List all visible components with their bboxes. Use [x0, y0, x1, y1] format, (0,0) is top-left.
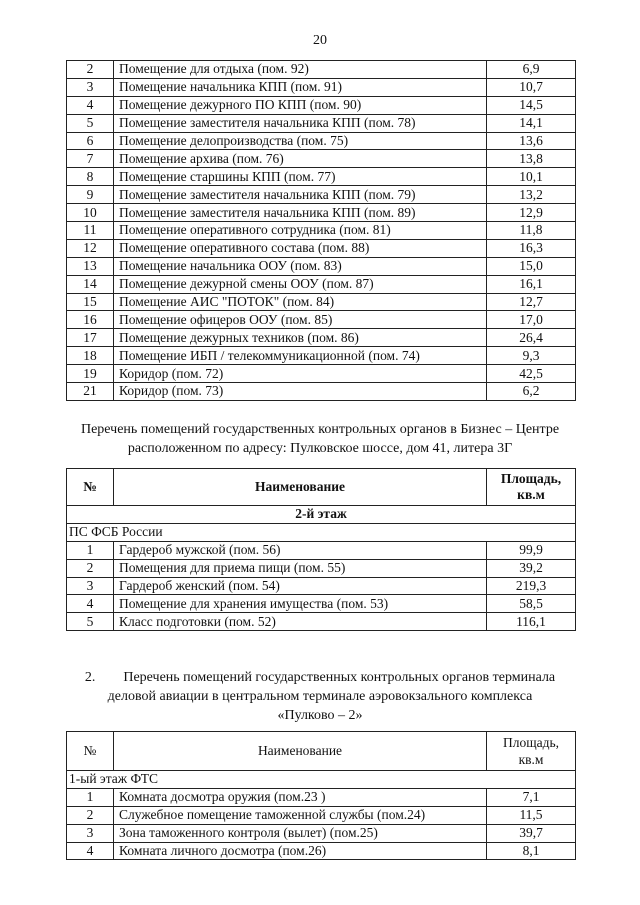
table-row	[67, 96, 576, 114]
table-row	[67, 204, 576, 222]
col-area-header	[487, 469, 576, 506]
row-area: 14,5	[487, 96, 576, 114]
row-area: 6,2	[487, 383, 576, 401]
row-number: 19	[67, 365, 114, 383]
table-row	[67, 186, 576, 204]
col-area-header-line2: кв.м	[517, 487, 545, 502]
row-name: Помещение дежурных техников (пом. 86)	[114, 329, 487, 347]
table-row	[67, 806, 576, 824]
row-number: 14	[67, 275, 114, 293]
table-row	[67, 541, 576, 559]
row-area: 10,7	[487, 78, 576, 96]
row-area: 13,2	[487, 186, 576, 204]
row-number: 10	[67, 204, 114, 222]
table-row	[67, 824, 576, 842]
row-name: Помещение заместителя начальника КПП (пом. 79)	[114, 186, 487, 204]
table-row	[67, 595, 576, 613]
row-area: 12,7	[487, 293, 576, 311]
row-name: Помещение дежурной смены ООУ (пом. 87)	[114, 275, 487, 293]
row-number: 16	[67, 311, 114, 329]
floor-label: 1-ый этаж ФТС	[67, 771, 576, 789]
row-number: 7	[67, 150, 114, 168]
section-2-line1	[0, 668, 640, 687]
row-name: Служебное помещение таможенной службы (пом.24)	[114, 806, 487, 824]
row-number: 4	[67, 595, 114, 613]
page-number: 20	[313, 33, 327, 48]
row-area: 15,0	[487, 257, 576, 275]
row-area: 12,9	[487, 204, 576, 222]
col-name-header: Наименование	[114, 469, 487, 506]
table-row	[67, 842, 576, 860]
row-area: 39,7	[487, 824, 576, 842]
row-name: Помещение старшины КПП (пом. 77)	[114, 168, 487, 186]
table-row	[67, 132, 576, 150]
table-row	[67, 78, 576, 96]
row-area: 6,9	[487, 61, 576, 79]
row-number: 4	[67, 96, 114, 114]
floor-row	[67, 506, 576, 524]
table-row	[67, 275, 576, 293]
row-number: 8	[67, 168, 114, 186]
row-number: 9	[67, 186, 114, 204]
table-row	[67, 329, 576, 347]
row-name: Помещение архива (пом. 76)	[114, 150, 487, 168]
section-heading-line1: Перечень помещений государственных контрольных органов в Бизнес – Центре	[80, 422, 560, 437]
row-area: 9,3	[487, 347, 576, 365]
row-area: 16,1	[487, 275, 576, 293]
group-row	[67, 523, 576, 541]
row-number: 2	[67, 61, 114, 79]
row-area: 39,2	[487, 559, 576, 577]
row-name: Помещение делопроизводства (пом. 75)	[114, 132, 487, 150]
section-2-heading	[0, 668, 640, 725]
row-number: 13	[67, 257, 114, 275]
table-row	[67, 311, 576, 329]
section-heading-business-center	[0, 420, 640, 458]
row-area: 10,1	[487, 168, 576, 186]
table-row	[67, 559, 576, 577]
row-number: 15	[67, 293, 114, 311]
col-num-header: №	[67, 469, 114, 506]
row-area: 13,8	[487, 150, 576, 168]
section-2-line3: «Пулково – 2»	[277, 708, 363, 723]
row-number: 12	[67, 239, 114, 257]
row-number: 4	[67, 842, 114, 860]
col-area-header-line1: Площадь,	[502, 735, 560, 750]
table-row	[67, 383, 576, 401]
row-number: 2	[67, 806, 114, 824]
table-row	[67, 222, 576, 240]
row-area: 8,1	[487, 842, 576, 860]
row-number: 18	[67, 347, 114, 365]
table-row	[67, 347, 576, 365]
row-number: 3	[67, 577, 114, 595]
row-name: Зона таможенного контроля (вылет) (пом.25)	[114, 824, 487, 842]
row-name: Помещение начальника КПП (пом. 91)	[114, 78, 487, 96]
floor-label: 2-й этаж	[67, 506, 576, 524]
row-name: Помещение АИС "ПОТОК" (пом. 84)	[114, 293, 487, 311]
row-name: Гардероб мужской (пом. 56)	[114, 541, 487, 559]
group-label: ПС ФСБ России	[67, 523, 576, 541]
row-number: 11	[67, 222, 114, 240]
row-area: 219,3	[487, 577, 576, 595]
table-row	[67, 168, 576, 186]
row-area: 11,5	[487, 806, 576, 824]
row-name: Гардероб женский (пом. 54)	[114, 577, 487, 595]
row-name: Коридор (пом. 72)	[114, 365, 487, 383]
row-name: Комната личного досмотра (пом.26)	[114, 842, 487, 860]
row-name: Помещение офицеров ООУ (пом. 85)	[114, 311, 487, 329]
row-number: 3	[67, 78, 114, 96]
col-area-header-line2: кв.м	[518, 752, 544, 767]
table-row	[67, 293, 576, 311]
rooms-table-continued	[66, 60, 576, 401]
row-name: Помещение заместителя начальника КПП (пом. 78)	[114, 114, 487, 132]
section-heading-line2: расположенном по адресу: Пулковское шоссе, дом 41, литера 3Г	[127, 441, 513, 456]
row-name: Помещение для отдыха (пом. 92)	[114, 61, 487, 79]
row-name: Помещение заместителя начальника КПП (пом. 89)	[114, 204, 487, 222]
col-num-header: №	[67, 732, 114, 771]
business-center-rooms-table	[66, 468, 576, 631]
table-row	[67, 577, 576, 595]
row-area: 58,5	[487, 595, 576, 613]
table-row	[67, 114, 576, 132]
col-name-header: Наименование	[114, 732, 487, 771]
row-number: 2	[67, 559, 114, 577]
row-name: Помещения для приема пищи (пом. 55)	[114, 559, 487, 577]
table-row	[67, 61, 576, 79]
row-area: 16,3	[487, 239, 576, 257]
row-area: 7,1	[487, 788, 576, 806]
row-name: Помещение ИБП / телекоммуникационной (пом. 74)	[114, 347, 487, 365]
row-area: 11,8	[487, 222, 576, 240]
row-area: 42,5	[487, 365, 576, 383]
section-2-line2: деловой авиации в центральном терминале аэровокзального комплекса	[107, 689, 533, 704]
business-aviation-rooms-table	[66, 731, 576, 860]
table-row	[67, 788, 576, 806]
row-number: 21	[67, 383, 114, 401]
floor-row	[67, 771, 576, 789]
table-header-row	[67, 732, 576, 771]
table-row	[67, 239, 576, 257]
row-number: 5	[67, 613, 114, 631]
col-area-header	[487, 732, 576, 771]
table-row	[67, 613, 576, 631]
row-name: Помещение для хранения имущества (пом. 53)	[114, 595, 487, 613]
row-number: 17	[67, 329, 114, 347]
row-name: Коридор (пом. 73)	[114, 383, 487, 401]
row-name: Помещение начальника ООУ (пом. 83)	[114, 257, 487, 275]
row-name: Помещение оперативного сотрудника (пом. 81)	[114, 222, 487, 240]
row-area: 13,6	[487, 132, 576, 150]
table-header-row	[67, 469, 576, 506]
table-row	[67, 365, 576, 383]
row-number: 3	[67, 824, 114, 842]
row-area: 14,1	[487, 114, 576, 132]
row-name: Комната досмотра оружия (пом.23 )	[114, 788, 487, 806]
col-area-header-line1: Площадь,	[500, 471, 562, 486]
row-name: Помещение оперативного состава (пом. 88)	[114, 239, 487, 257]
row-area: 17,0	[487, 311, 576, 329]
table-row	[67, 257, 576, 275]
row-area: 99,9	[487, 541, 576, 559]
row-number: 1	[67, 541, 114, 559]
row-number: 5	[67, 114, 114, 132]
row-area: 116,1	[487, 613, 576, 631]
section-2-number: 2.	[84, 670, 96, 685]
row-name: Помещение дежурного ПО КПП (пом. 90)	[114, 96, 487, 114]
row-number: 6	[67, 132, 114, 150]
row-name: Класс подготовки (пом. 52)	[114, 613, 487, 631]
section-2-line1-text: Перечень помещений государственных контрольных органов терминала	[123, 670, 556, 685]
table-row	[67, 150, 576, 168]
row-area: 26,4	[487, 329, 576, 347]
row-number: 1	[67, 788, 114, 806]
